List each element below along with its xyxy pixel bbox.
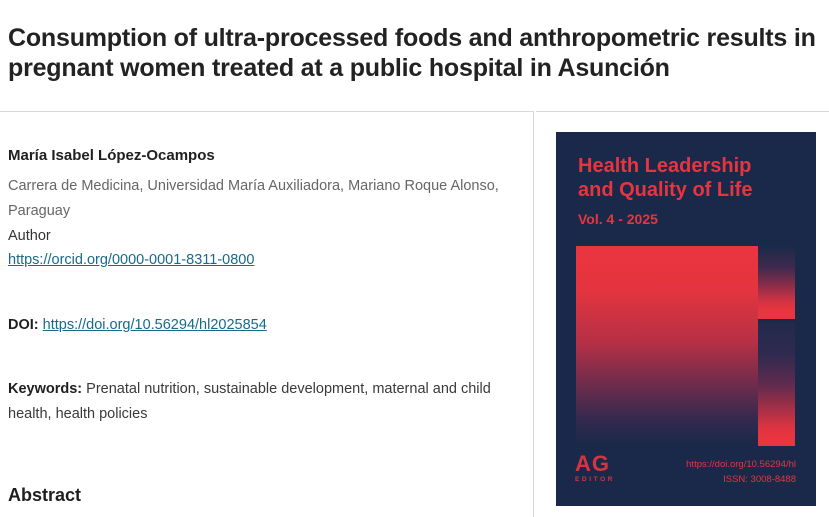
journal-title: Health Leadership and Quality of Life	[578, 155, 753, 201]
doi-link[interactable]: https://doi.org/10.56294/hl2025854	[42, 317, 267, 333]
keywords-text: Prenatal nutrition, sustainable development, maternal and child health, health policies	[8, 381, 491, 422]
sidebar	[536, 111, 829, 517]
journal-volume: Vol. 4 - 2025	[578, 211, 658, 227]
cover-art-main-block	[576, 246, 758, 444]
publisher-logo-text: AG	[575, 451, 610, 476]
keywords-label: Keywords:	[8, 381, 83, 397]
author-affiliation: Carrera de Medicina, Universidad María Auxiliadora, Mariano Roque Alonso, Paraguay	[8, 178, 499, 219]
article-header	[0, 0, 829, 111]
journal-cover-image[interactable]	[556, 132, 816, 506]
orcid-link[interactable]: https://orcid.org/0000-0001-8311-0800	[8, 252, 255, 268]
doi-row	[8, 313, 505, 338]
publisher-logo	[575, 451, 616, 483]
content-area	[0, 111, 829, 517]
abstract-heading: Abstract	[8, 485, 82, 505]
orcid-row	[8, 248, 505, 273]
author-role-label: Author	[8, 228, 51, 244]
cover-doi-text: https://doi.org/10.56294/hl	[686, 459, 796, 470]
cover-issn-text: ISSN: 3008-8488	[723, 474, 796, 485]
author-name: María Isabel López-Ocampos	[8, 147, 215, 164]
cover-art-bottom-strip	[758, 322, 795, 446]
keywords-block	[8, 377, 505, 427]
doi-label: DOI:	[8, 317, 39, 333]
article-details-column	[0, 111, 534, 517]
author-block	[8, 147, 505, 273]
article-title: Consumption of ultra-processed foods and anthropometric results in pregnant women treated at a public hospital in Asunción	[8, 24, 816, 82]
publisher-logo-subtext: EDITOR	[575, 476, 616, 483]
cover-art-top-strip	[758, 246, 795, 319]
cover-meta	[686, 457, 796, 487]
